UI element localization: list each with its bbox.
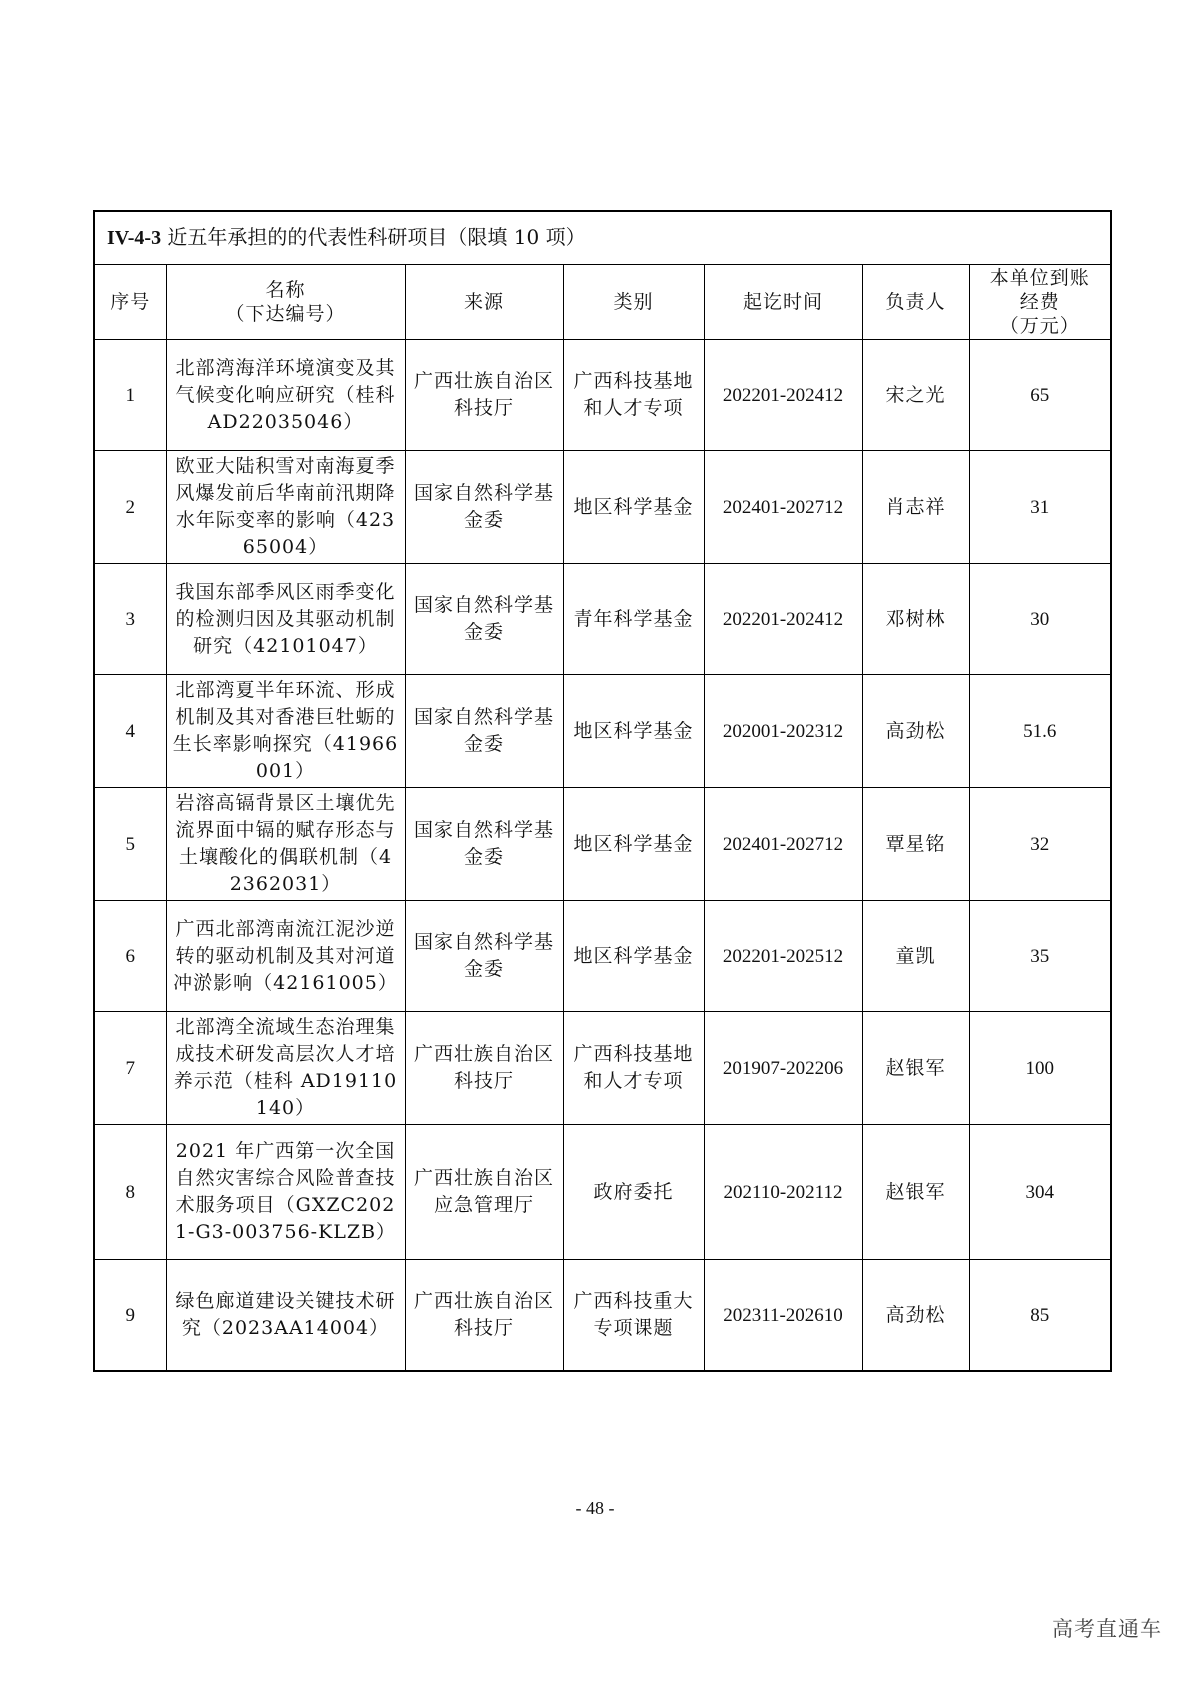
cell-category: 广西科技基地和人才专项 xyxy=(563,340,704,451)
cell-leader: 宋之光 xyxy=(862,340,969,451)
cell-source: 国家自然科学基金委 xyxy=(405,901,563,1012)
section-title xyxy=(94,211,1111,265)
cell-no: 5 xyxy=(94,788,166,901)
cell-no: 3 xyxy=(94,564,166,675)
cell-name: 我国东部季风区雨季变化的检测归因及其驱动机制研究（42101047） xyxy=(166,564,405,675)
col-header-name: 名称 （下达编号） xyxy=(166,265,405,340)
cell-name: 北部湾夏半年环流、形成机制及其对香港巨牡蛎的生长率影响探究（41966001） xyxy=(166,675,405,788)
cell-name: 岩溶高镉背景区土壤优先流界面中镉的赋存形态与土壤酸化的偶联机制（42362031） xyxy=(166,788,405,901)
section-code: IV-4-3 xyxy=(107,227,162,249)
cell-funding: 32 xyxy=(969,788,1111,901)
page-number: - 48 - xyxy=(575,1498,615,1518)
cell-no: 4 xyxy=(94,675,166,788)
cell-period: 202110-202112 xyxy=(704,1125,862,1260)
cell-name: 2021 年广西第一次全国自然灾害综合风险普查技术服务项目（GXZC2021-G3-003756-KLZB） xyxy=(166,1125,405,1260)
cell-source: 广西壮族自治区科技厅 xyxy=(405,1260,563,1372)
cell-source: 广西壮族自治区科技厅 xyxy=(405,340,563,451)
cell-category: 地区科学基金 xyxy=(563,675,704,788)
cell-category: 政府委托 xyxy=(563,1125,704,1260)
cell-source: 广西壮族自治区应急管理厅 xyxy=(405,1125,563,1260)
cell-source: 国家自然科学基金委 xyxy=(405,451,563,564)
table-row xyxy=(94,675,1111,788)
cell-source: 广西壮族自治区科技厅 xyxy=(405,1012,563,1125)
cell-funding: 30 xyxy=(969,564,1111,675)
cell-funding: 304 xyxy=(969,1125,1111,1260)
cell-leader: 覃星铭 xyxy=(862,788,969,901)
col-header-period: 起讫时间 xyxy=(704,265,862,340)
table-row xyxy=(94,340,1111,451)
cell-source: 国家自然科学基金委 xyxy=(405,788,563,901)
cell-source: 国家自然科学基金委 xyxy=(405,564,563,675)
cell-funding: 100 xyxy=(969,1012,1111,1125)
cell-name: 欧亚大陆积雪对南海夏季风爆发前后华南前汛期降水年际变率的影响（42365004） xyxy=(166,451,405,564)
cell-no: 7 xyxy=(94,1012,166,1125)
cell-no: 2 xyxy=(94,451,166,564)
cell-category: 地区科学基金 xyxy=(563,788,704,901)
cell-category: 广西科技重大专项课题 xyxy=(563,1260,704,1372)
project-table xyxy=(93,210,1112,1372)
section-note: （限填 10 项） xyxy=(447,225,586,249)
cell-period: 202201-202412 xyxy=(704,340,862,451)
table-row xyxy=(94,788,1111,901)
cell-category: 青年科学基金 xyxy=(563,564,704,675)
cell-category: 地区科学基金 xyxy=(563,451,704,564)
cell-funding: 65 xyxy=(969,340,1111,451)
cell-funding: 85 xyxy=(969,1260,1111,1372)
cell-no: 8 xyxy=(94,1125,166,1260)
cell-name: 北部湾全流域生态治理集成技术研发高层次人才培养示范（桂科 AD19110140） xyxy=(166,1012,405,1125)
cell-category: 广西科技基地和人才专项 xyxy=(563,1012,704,1125)
table-row xyxy=(94,1260,1111,1372)
cell-period: 202401-202712 xyxy=(704,788,862,901)
cell-source: 国家自然科学基金委 xyxy=(405,675,563,788)
col-header-funding: 本单位到账经费 （万元） xyxy=(969,265,1111,340)
table-row xyxy=(94,901,1111,1012)
cell-name: 广西北部湾南流江泥沙逆转的驱动机制及其对河道冲淤影响（42161005） xyxy=(166,901,405,1012)
cell-category: 地区科学基金 xyxy=(563,901,704,1012)
table-row xyxy=(94,564,1111,675)
table-header-row xyxy=(94,265,1111,340)
cell-funding: 35 xyxy=(969,901,1111,1012)
col-header-leader: 负责人 xyxy=(862,265,969,340)
cell-name: 北部湾海洋环境演变及其气候变化响应研究（桂科 AD22035046） xyxy=(166,340,405,451)
cell-leader: 赵银军 xyxy=(862,1012,969,1125)
table-row xyxy=(94,451,1111,564)
cell-leader: 高劲松 xyxy=(862,1260,969,1372)
cell-leader: 童凯 xyxy=(862,901,969,1012)
cell-period: 202001-202312 xyxy=(704,675,862,788)
table-row xyxy=(94,1012,1111,1125)
col-header-source: 来源 xyxy=(405,265,563,340)
cell-period: 201907-202206 xyxy=(704,1012,862,1125)
cell-period: 202311-202610 xyxy=(704,1260,862,1372)
col-header-no: 序号 xyxy=(94,265,166,340)
col-header-category: 类别 xyxy=(563,265,704,340)
cell-no: 1 xyxy=(94,340,166,451)
cell-period: 202201-202412 xyxy=(704,564,862,675)
project-table-container xyxy=(93,210,1110,1372)
cell-leader: 肖志祥 xyxy=(862,451,969,564)
cell-leader: 邓树林 xyxy=(862,564,969,675)
cell-name: 绿色廊道建设关键技术研究（2023AA14004） xyxy=(166,1260,405,1372)
cell-funding: 31 xyxy=(969,451,1111,564)
cell-no: 9 xyxy=(94,1260,166,1372)
table-row xyxy=(94,1125,1111,1260)
cell-period: 202201-202512 xyxy=(704,901,862,1012)
cell-no: 6 xyxy=(94,901,166,1012)
section-title-text: 近五年承担的的代表性科研项目 xyxy=(167,225,448,249)
cell-leader: 赵银军 xyxy=(862,1125,969,1260)
cell-period: 202401-202712 xyxy=(704,451,862,564)
cell-leader: 高劲松 xyxy=(862,675,969,788)
watermark-text: 高考直通车 xyxy=(1052,1617,1162,1641)
cell-funding: 51.6 xyxy=(969,675,1111,788)
